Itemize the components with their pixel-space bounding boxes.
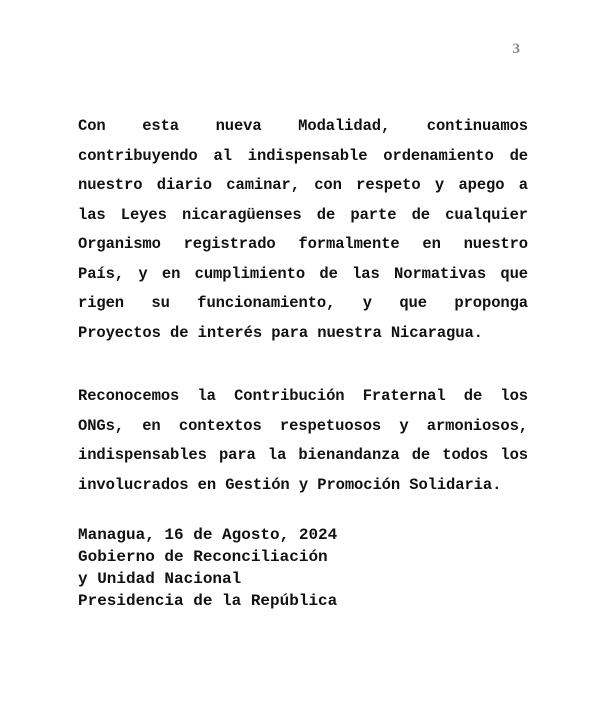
signature-presidency: Presidencia de la República [78, 592, 338, 610]
page-number: 3 [512, 41, 520, 57]
paragraph-reconocemos: Reconocemos la Contribución Fraternal de los ONGs, en contextos respetuosos y armoniosos, indispensables para la bienandanza de todos los involucrados en Gestión y Promoción Solidaria. [78, 387, 528, 494]
paragraph-modalidad: Con esta nueva Modalidad, continuamos contribuyendo al indispensable ordenamiento de nuestro diario caminar, con respeto y apego a las Leyes nicaragüenses de parte de cualquier Organismo registrado formalmente en nuestro País, y en cumplimiento de las Normativas que rigen su funcionamiento, y que proponga Proyectos de interés para nuestra Nicaragua. [78, 117, 528, 342]
signature-block [78, 524, 337, 612]
signature-government: Gobierno de Reconciliación [78, 548, 328, 566]
signature-place-date: Managua, 16 de Agosto, 2024 [78, 526, 338, 544]
signature-unity: y Unidad Nacional [78, 570, 242, 588]
document-body [78, 112, 528, 534]
